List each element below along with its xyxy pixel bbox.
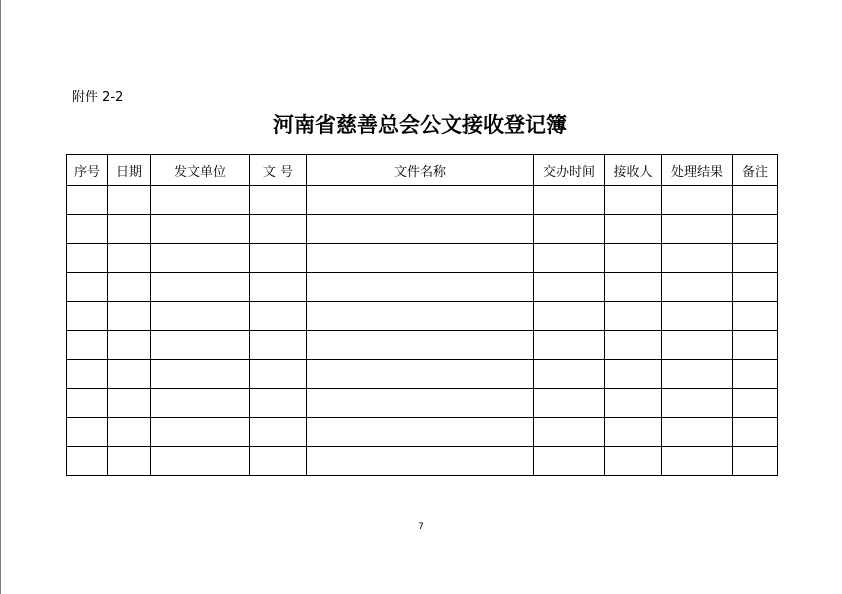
cell-recipient xyxy=(605,331,662,360)
cell-assigned-time xyxy=(534,360,605,389)
cell-recipient xyxy=(605,215,662,244)
cell-serial-number xyxy=(67,331,108,360)
cell-issuing-unit xyxy=(151,331,250,360)
cell-assigned-time xyxy=(534,331,605,360)
cell-issuing-unit xyxy=(151,186,250,215)
cell-remarks xyxy=(733,360,778,389)
receipt-register-table xyxy=(66,154,778,476)
cell-date xyxy=(108,389,151,418)
cell-serial-number xyxy=(67,447,108,476)
cell-remarks xyxy=(733,273,778,302)
cell-recipient xyxy=(605,389,662,418)
cell-document-number xyxy=(250,418,307,447)
header-issuing-unit: 发文单位 xyxy=(151,155,250,186)
cell-issuing-unit xyxy=(151,360,250,389)
cell-date xyxy=(108,186,151,215)
cell-date xyxy=(108,273,151,302)
cell-handling-result xyxy=(662,447,733,476)
cell-serial-number xyxy=(67,273,108,302)
cell-handling-result xyxy=(662,273,733,302)
header-date: 日期 xyxy=(108,155,151,186)
cell-remarks xyxy=(733,215,778,244)
table-row xyxy=(67,389,778,418)
table-body xyxy=(67,186,778,476)
cell-issuing-unit xyxy=(151,215,250,244)
cell-issuing-unit xyxy=(151,302,250,331)
table-row xyxy=(67,331,778,360)
cell-document-name xyxy=(307,418,534,447)
cell-date xyxy=(108,215,151,244)
cell-issuing-unit xyxy=(151,273,250,302)
cell-document-name xyxy=(307,360,534,389)
header-serial-number: 序号 xyxy=(67,155,108,186)
table-row xyxy=(67,447,778,476)
cell-remarks xyxy=(733,418,778,447)
page-number: 7 xyxy=(418,522,424,532)
cell-handling-result xyxy=(662,244,733,273)
cell-recipient xyxy=(605,418,662,447)
cell-document-number xyxy=(250,186,307,215)
cell-remarks xyxy=(733,331,778,360)
cell-recipient xyxy=(605,447,662,476)
table-row xyxy=(67,244,778,273)
document-title: 河南省慈善总会公文接收登记簿 xyxy=(273,113,567,137)
cell-serial-number xyxy=(67,186,108,215)
cell-issuing-unit xyxy=(151,389,250,418)
cell-document-name xyxy=(307,215,534,244)
cell-date xyxy=(108,447,151,476)
table-row xyxy=(67,302,778,331)
cell-assigned-time xyxy=(534,273,605,302)
cell-serial-number xyxy=(67,244,108,273)
cell-document-name xyxy=(307,331,534,360)
page-left-border xyxy=(0,0,1,594)
cell-date xyxy=(108,418,151,447)
cell-handling-result xyxy=(662,302,733,331)
cell-assigned-time xyxy=(534,186,605,215)
header-assigned-time: 交办时间 xyxy=(534,155,605,186)
cell-document-name xyxy=(307,244,534,273)
cell-assigned-time xyxy=(534,215,605,244)
cell-document-name xyxy=(307,273,534,302)
cell-document-name xyxy=(307,302,534,331)
cell-remarks xyxy=(733,244,778,273)
cell-handling-result xyxy=(662,360,733,389)
cell-document-name xyxy=(307,186,534,215)
header-document-name: 文件名称 xyxy=(307,155,534,186)
cell-date xyxy=(108,244,151,273)
cell-handling-result xyxy=(662,389,733,418)
cell-serial-number xyxy=(67,418,108,447)
cell-assigned-time xyxy=(534,418,605,447)
cell-handling-result xyxy=(662,331,733,360)
cell-serial-number xyxy=(67,389,108,418)
attachment-label: 附件 2-2 xyxy=(72,90,124,105)
cell-document-number xyxy=(250,302,307,331)
cell-remarks xyxy=(733,389,778,418)
cell-remarks xyxy=(733,447,778,476)
table-row xyxy=(67,273,778,302)
cell-assigned-time xyxy=(534,447,605,476)
table-row xyxy=(67,186,778,215)
cell-assigned-time xyxy=(534,389,605,418)
cell-document-number xyxy=(250,389,307,418)
cell-document-number xyxy=(250,331,307,360)
cell-recipient xyxy=(605,186,662,215)
cell-recipient xyxy=(605,360,662,389)
cell-document-number xyxy=(250,273,307,302)
header-remarks: 备注 xyxy=(733,155,778,186)
cell-handling-result xyxy=(662,186,733,215)
cell-recipient xyxy=(605,302,662,331)
table-header-row xyxy=(67,155,778,186)
table-row xyxy=(67,360,778,389)
cell-date xyxy=(108,302,151,331)
table-row xyxy=(67,215,778,244)
cell-serial-number xyxy=(67,215,108,244)
cell-document-number xyxy=(250,447,307,476)
cell-handling-result xyxy=(662,418,733,447)
cell-assigned-time xyxy=(534,244,605,273)
cell-serial-number xyxy=(67,302,108,331)
cell-document-name xyxy=(307,389,534,418)
table-row xyxy=(67,418,778,447)
cell-recipient xyxy=(605,273,662,302)
cell-document-number xyxy=(250,244,307,273)
cell-issuing-unit xyxy=(151,447,250,476)
header-document-number: 文 号 xyxy=(250,155,307,186)
cell-document-number xyxy=(250,215,307,244)
header-handling-result: 处理结果 xyxy=(662,155,733,186)
cell-issuing-unit xyxy=(151,418,250,447)
cell-date xyxy=(108,360,151,389)
cell-remarks xyxy=(733,186,778,215)
cell-remarks xyxy=(733,302,778,331)
cell-document-number xyxy=(250,360,307,389)
cell-serial-number xyxy=(67,360,108,389)
cell-document-name xyxy=(307,447,534,476)
cell-recipient xyxy=(605,244,662,273)
header-recipient: 接收人 xyxy=(605,155,662,186)
cell-assigned-time xyxy=(534,302,605,331)
cell-issuing-unit xyxy=(151,244,250,273)
cell-date xyxy=(108,331,151,360)
cell-handling-result xyxy=(662,215,733,244)
